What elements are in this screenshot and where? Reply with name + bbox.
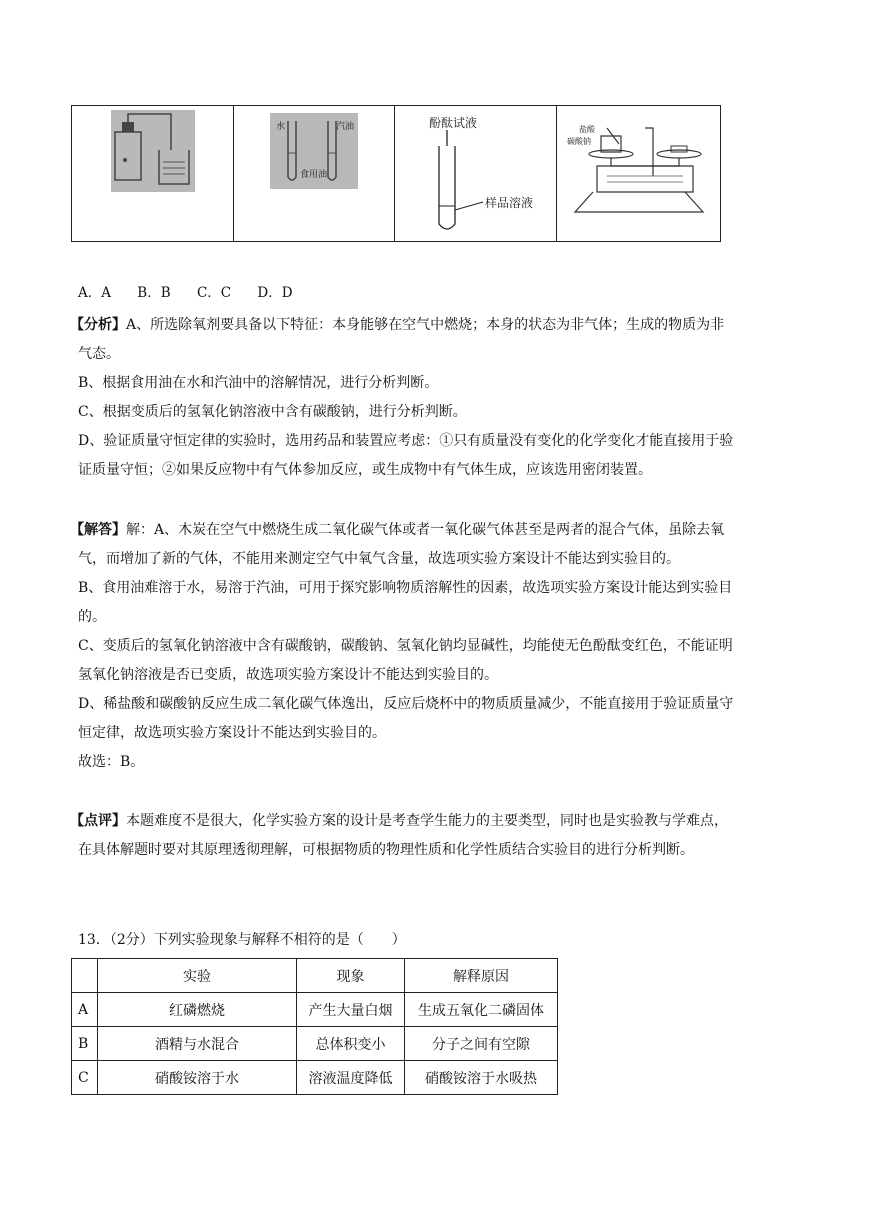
solution-answer: 故选：B。 [78,754,145,770]
analysis-a-line1: A、所选除氧剂要具备以下特征：本身能够在空气中燃烧；本身的状态为非气体；生成的物质为非 [126,317,725,333]
table-cell: 硝酸铵溶于水吸热 [405,1061,558,1095]
analysis-tag: 【分析】 [70,317,126,333]
apparatus-photo [111,110,195,192]
table-cell: 溶液温度降低 [297,1061,405,1095]
table-cell: 酒精与水混合 [98,1027,297,1061]
solution-c-line2: 氢氧化钠溶液是否已变质，故选项实验方案设计不能达到实验目的。 [78,667,498,683]
option-d: D．D [257,285,293,301]
analysis-b: B、根据食用油在水和汽油中的溶解情况，进行分析判断。 [78,375,439,391]
solution-b-line1: B、食用油难溶于水，易溶于汽油，可用于探究影响物质溶解性的因素，故选项实验方案设计能达到实验目 [78,580,733,596]
cooking-oil-label: 食用油 [300,170,328,180]
solution-c-line1: C、变质后的氢氧化钠溶液中含有碳酸钠，碳酸钠、氢氧化钠均显碱性，均能使无色酚酞变红色，不能证明 [78,638,733,654]
analysis-c: C、根据变质后的氢氧化钠溶液中含有碳酸钠，进行分析判断。 [78,404,467,420]
table-cell: C [72,1061,98,1095]
phenolphthalein-label: 酚酞试液 [429,116,478,130]
answer-options [78,281,315,301]
sodium-carbonate-label: 碳酸钠 [567,137,591,146]
comment-section [70,807,794,865]
hydrochloric-acid-label: 盐酸 [579,125,595,134]
option-a: A．A [78,285,111,301]
test-tube-drawing-icon [395,106,555,241]
option-b: B．B [137,285,171,301]
table-header-cell: 现象 [297,959,405,993]
solution-a-line1: 解：A、木炭在空气中燃烧生成二氧化碳气体或者一氧化碳气体甚至是两者的混合气体，虽除去氧 [126,522,725,538]
table-header-cell [72,959,98,993]
option-c: C．C [196,285,232,301]
table-cell: 硝酸铵溶于水 [98,1061,297,1095]
analysis-a-line2: 气态。 [78,346,120,362]
table-row [72,1027,558,1061]
table-cell: A [72,993,98,1027]
table-header-cell: 实验 [98,959,297,993]
table-row [72,993,558,1027]
table-cell: 产生大量白烟 [297,993,405,1027]
figure-cell-a [72,106,234,241]
table-header-row [72,959,558,993]
solution-d-line2: 恒定律，故选项实验方案设计不能达到实验目的。 [78,725,386,741]
figure-table [71,105,721,242]
analysis-d-line2: 证质量守恒；②如果反应物中有气体参加反应，或生成物中有气体生成，应该选用密闭装置。 [78,462,652,478]
solution-section [70,516,794,777]
sample-solution-label: 样品溶液 [485,196,534,210]
table-cell: 红磷燃烧 [98,993,297,1027]
flask-beaker-icon [111,110,195,192]
table-cell: 分子之间有空隙 [405,1027,558,1061]
test-tubes-photo [270,113,358,189]
gasoline-label: 汽油 [336,122,355,132]
comment-line2: 在具体解题时要对其原理透彻理解，可根据物质的物理性质和化学性质结合实验目的进行分析判断。 [78,842,694,858]
analysis-d-line1: D、验证质量守恒定律的实验时，选用药品和装置应考虑：①只有质量没有变化的化学变化才能直接用于验 [78,433,734,449]
analysis-section [70,311,794,485]
solution-b-line2: 的。 [78,609,106,625]
comment-tag: 【点评】 [70,813,126,829]
solution-tag: 【解答】 [70,522,126,538]
solution-d-line1: D、稀盐酸和碳酸钠反应生成二氧化碳气体逸出，反应后烧杯中的物质质量减少，不能直接用于验证质量守 [78,696,734,712]
table-cell: 总体积变小 [297,1027,405,1061]
comment-line1: 本题难度不是很大，化学实验方案的设计是考查学生能力的主要类型，同时也是实验教与学难点， [126,813,728,829]
table-header-cell: 解释原因 [405,959,558,993]
table-cell: 生成五氧化二磷固体 [405,993,558,1027]
table-row [72,1061,558,1095]
experiment-table [71,958,558,1095]
water-label: 水 [276,122,286,132]
question-13: 13．（2分）下列实验现象与解释不相符的是（ ） [78,932,406,948]
figure-cell-d [557,106,720,241]
solution-a-line2: 气，而增加了新的气体，不能用来测定空气中氧气含量，故选项实验方案设计不能达到实验目的。 [78,551,680,567]
table-cell: B [72,1027,98,1061]
figure-cell-b [234,106,395,241]
figure-cell-c [395,106,557,241]
